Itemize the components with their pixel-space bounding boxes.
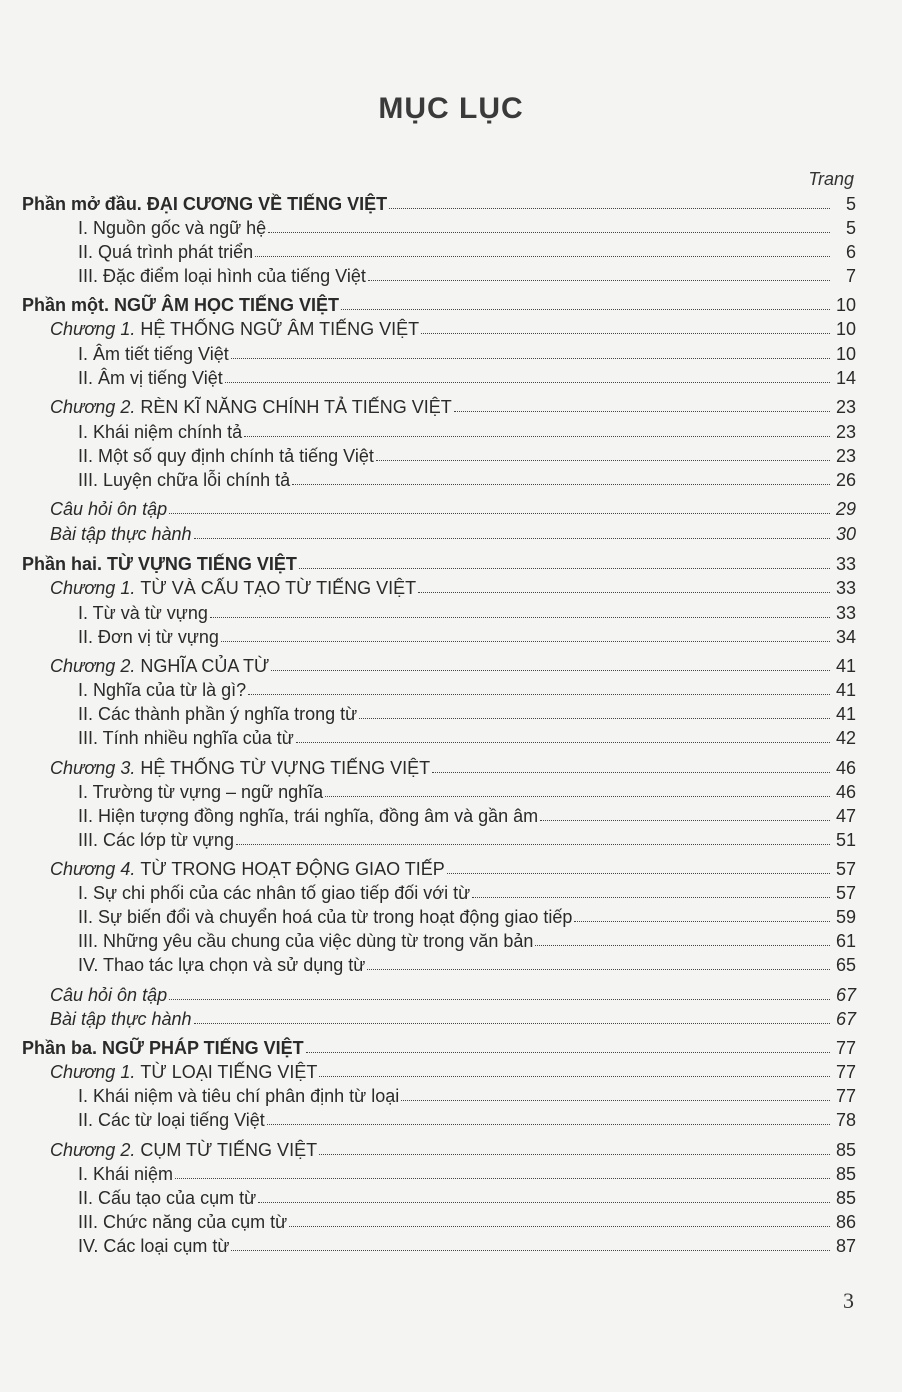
toc-entry-text [78, 1187, 256, 1209]
toc-entry-page: 42 [835, 728, 856, 748]
toc-leader-dots [255, 241, 830, 257]
toc-entry-text [78, 882, 470, 904]
toc-entry [22, 553, 856, 575]
toc-leader-dots [194, 1008, 830, 1024]
toc-entry-title: Câu hỏi ôn tập [50, 499, 168, 519]
toc-entry-page: 51 [835, 830, 856, 850]
toc-leader-dots [341, 294, 830, 310]
toc-entry-text [50, 1061, 317, 1083]
toc-entry-page: 78 [835, 1110, 856, 1130]
toc-entry-page: 33 [835, 578, 856, 598]
page-title: MỤC LỤC [378, 92, 524, 125]
toc-leader-dots [535, 930, 830, 946]
toc-leader-dots [244, 421, 830, 437]
toc-entry-title: II. Quá trình phát triển [78, 242, 254, 262]
toc-entry-title: III. Những yêu cầu chung của việc dùng từ trong văn bản [78, 931, 534, 951]
toc-entry-title: I. Trường từ vựng – ngữ nghĩa [78, 782, 324, 802]
toc-leader-dots [236, 829, 830, 845]
toc-entry-title: TỪ VỰNG TIẾNG VIỆT [107, 554, 297, 574]
toc-entry-page: 10 [835, 344, 856, 364]
toc-leader-dots [296, 727, 830, 743]
toc-leader-dots [325, 781, 830, 797]
toc-entry-title: I. Khái niệm chính tả [78, 422, 243, 442]
toc-entry-title: I. Từ và từ vựng [78, 603, 208, 623]
toc-entry-text [50, 318, 419, 340]
toc-entry [78, 906, 856, 928]
toc-leader-dots [221, 626, 830, 642]
toc-entry-text [50, 523, 192, 545]
toc-entry [50, 1008, 856, 1030]
toc-entry-title: Câu hỏi ôn tập [50, 985, 168, 1005]
toc-entry-text [50, 655, 269, 677]
toc-entry-title: NGHĨA CỦA TỪ [140, 656, 270, 676]
toc-leader-dots [267, 1109, 830, 1125]
toc-entry-title: NGỮ ÂM HỌC TIẾNG VIỆT [114, 295, 339, 315]
toc-entry-page: 57 [835, 883, 856, 903]
toc-entry-label: Chương 1. [50, 578, 141, 598]
toc-entry-page: 86 [835, 1212, 856, 1232]
toc-entry-page: 5 [845, 194, 856, 214]
toc-leader-dots [432, 757, 830, 773]
toc-entry-text [78, 805, 538, 827]
toc-entry-label: Phần hai. [22, 554, 108, 574]
toc-entry-title: II. Âm vị tiếng Việt [78, 368, 223, 388]
toc-entry-label: Chương 2. [50, 1140, 141, 1160]
page-number: 3 [843, 1288, 854, 1313]
toc-entry-page: 33 [835, 554, 856, 574]
toc-entry-text [50, 577, 416, 599]
toc-entry-page: 23 [835, 397, 856, 417]
toc-entry [78, 930, 856, 952]
toc-entry-label: Phần một. [22, 295, 115, 315]
toc-entry-label: Phần mở đầu. [22, 194, 147, 214]
toc-entry-title: TỪ TRONG HOẠT ĐỘNG GIAO TIẾP [140, 859, 445, 879]
toc-entry-label: Chương 4. [50, 859, 141, 879]
toc-entry-text [50, 1008, 192, 1030]
toc-leader-dots [376, 445, 830, 461]
toc-entry-text [78, 367, 223, 389]
toc-entry-page: 67 [835, 1009, 856, 1029]
toc-leader-dots [194, 523, 830, 539]
toc-entry-text [78, 421, 242, 443]
toc-entry-text [50, 396, 452, 418]
toc-leader-dots [299, 553, 830, 569]
toc-leader-dots [389, 193, 830, 209]
toc-entry [78, 602, 856, 624]
toc-entry [22, 1037, 856, 1059]
toc-entry-text [78, 781, 323, 803]
toc-entry-page: 14 [835, 368, 856, 388]
toc-entry-title: Bài tập thực hành [50, 524, 192, 544]
toc-entry-page: 46 [835, 782, 856, 802]
toc-entry-text [78, 703, 357, 725]
toc-entry-title: III. Luyện chữa lỗi chính tả [78, 470, 291, 490]
toc-leader-dots [268, 217, 830, 233]
toc-entry-page: 85 [835, 1140, 856, 1160]
toc-entry-text [78, 1163, 173, 1185]
toc-entry [78, 1163, 856, 1185]
toc-leader-dots [169, 984, 830, 1000]
toc-entry-text [78, 241, 253, 263]
toc-leader-dots [472, 882, 830, 898]
page-column-label: Trang [808, 169, 854, 189]
toc-leader-dots [175, 1163, 830, 1179]
toc-entry-page: 41 [835, 656, 856, 676]
toc-entry-text [78, 727, 294, 749]
toc-leader-dots [359, 703, 830, 719]
toc-entry-text [50, 984, 167, 1006]
toc-entry-title: ĐẠI CƯƠNG VỀ TIẾNG VIỆT [146, 194, 388, 214]
toc-entry-text [78, 343, 229, 365]
toc-entry-title: III. Đặc điểm loại hình của tiếng Việt [78, 266, 366, 286]
toc-leader-dots [319, 1139, 830, 1155]
toc-leader-dots [258, 1187, 830, 1203]
toc-entry [78, 882, 856, 904]
toc-entry-text [78, 1211, 287, 1233]
toc-entry-page: 85 [835, 1188, 856, 1208]
toc-entry [78, 421, 856, 443]
toc-entry [50, 858, 856, 880]
toc-entry-label: Chương 1. [50, 319, 141, 339]
toc-entry-title: I. Khái niệm và tiêu chí phân định từ loại [78, 1086, 400, 1106]
toc-entry [50, 577, 856, 599]
toc-entry-text [78, 265, 366, 287]
toc-leader-dots [401, 1085, 830, 1101]
toc-entry-text [78, 906, 572, 928]
toc-entry-title: I. Nguồn gốc và ngữ hệ [78, 218, 267, 238]
toc-entry-text [50, 858, 445, 880]
toc-entry-title: HỆ THỐNG TỪ VỰNG TIẾNG VIỆT [140, 758, 431, 778]
toc-entry [78, 954, 856, 976]
toc-leader-dots [289, 1211, 830, 1227]
toc-entry [78, 805, 856, 827]
toc-entry [78, 727, 856, 749]
toc-entry [78, 829, 856, 851]
toc-leader-dots [421, 318, 830, 334]
toc-entry-label: Chương 2. [50, 656, 141, 676]
toc-entry-page: 30 [835, 524, 856, 544]
toc-entry-title: III. Tính nhiều nghĩa của từ [78, 728, 294, 748]
toc-entry-label: Phần ba. [22, 1038, 103, 1058]
toc-entry-text [50, 757, 430, 779]
toc-entry-title: I. Nghĩa của từ là gì? [78, 680, 247, 700]
toc-entry [78, 367, 856, 389]
toc-entry-text [78, 829, 234, 851]
toc-entry-text [78, 445, 374, 467]
toc-entry-label: Chương 3. [50, 758, 141, 778]
toc-entry-page: 41 [835, 704, 856, 724]
toc-entry-text [78, 1109, 265, 1131]
toc-entry-title: II. Sự biến đổi và chuyển hoá của từ trong hoạt động giao tiếp [78, 907, 573, 927]
toc-entry [78, 1109, 856, 1131]
toc-entry-page: 34 [835, 627, 856, 647]
toc-entry-title: II. Một số quy định chính tả tiếng Việt [78, 446, 374, 466]
toc-leader-dots [248, 679, 830, 695]
toc-entry-page: 26 [835, 470, 856, 490]
toc-leader-dots [418, 577, 830, 593]
toc-entry [78, 469, 856, 491]
toc-entry [22, 294, 856, 316]
toc-entry-title: IV. Các loại cụm từ [78, 1236, 230, 1256]
toc-entry-page: 47 [835, 806, 856, 826]
toc-leader-dots [306, 1037, 830, 1053]
toc-entry-text [78, 469, 290, 491]
toc-entry-title: CỤM TỪ TIẾNG VIỆT [140, 1140, 318, 1160]
toc-entry [78, 241, 856, 263]
toc-entry-page: 6 [845, 242, 856, 262]
toc-entry-page: 87 [835, 1236, 856, 1256]
toc-entry-title: RÈN KĨ NĂNG CHÍNH TẢ TIẾNG VIỆT [140, 397, 452, 417]
toc-leader-dots [368, 265, 830, 281]
toc-entry-title: II. Cấu tạo của cụm từ [78, 1188, 257, 1208]
toc-entry-title: TỪ VÀ CẤU TẠO TỪ TIẾNG VIỆT [140, 578, 417, 598]
toc-entry-page: 61 [835, 931, 856, 951]
toc-entry-page: 41 [835, 680, 856, 700]
toc-entry-title: Bài tập thực hành [50, 1009, 192, 1029]
toc-entry-page: 77 [835, 1086, 856, 1106]
toc-leader-dots [231, 1235, 830, 1251]
toc-entry-title: II. Các từ loại tiếng Việt [78, 1110, 265, 1130]
toc-leader-dots [231, 343, 830, 359]
toc-entry-title: HỆ THỐNG NGỮ ÂM TIẾNG VIỆT [140, 319, 420, 339]
toc-entry-label: Chương 2. [50, 397, 141, 417]
toc-entry [78, 1187, 856, 1209]
toc-entry-text [22, 553, 297, 575]
toc-entry [78, 1235, 856, 1257]
toc-entry-page: 59 [835, 907, 856, 927]
toc-entry-text [78, 930, 533, 952]
toc-entry-page: 7 [845, 266, 856, 286]
toc-entry-page: 10 [835, 319, 856, 339]
toc-leader-dots [540, 805, 830, 821]
toc-entry-title: IV. Thao tác lựa chọn và sử dụng từ [78, 955, 366, 975]
toc-entry-title: III. Chức năng của cụm từ [78, 1212, 288, 1232]
toc-entry [78, 1085, 856, 1107]
toc-entry-page: 10 [835, 295, 856, 315]
toc-entry-text [78, 1085, 399, 1107]
toc-entry [22, 193, 856, 215]
toc-leader-dots [319, 1061, 830, 1077]
toc-entry-title: TỪ LOẠI TIẾNG VIỆT [140, 1062, 318, 1082]
toc-entry-text [78, 1235, 229, 1257]
toc-leader-dots [271, 655, 830, 671]
toc-entry-page: 29 [835, 499, 856, 519]
toc-entry [78, 703, 856, 725]
toc-entry [78, 343, 856, 365]
toc-entry [78, 1211, 856, 1233]
toc-entry-page: 46 [835, 758, 856, 778]
toc-entry [78, 781, 856, 803]
toc-entry [50, 1139, 856, 1161]
toc-entry [78, 626, 856, 648]
toc-entry-page: 5 [845, 218, 856, 238]
toc-entry-page: 23 [835, 446, 856, 466]
toc-entry-title: I. Sự chi phối của các nhân tố giao tiếp đối với từ [78, 883, 471, 903]
toc-entry-title: II. Đơn vị từ vựng [78, 627, 219, 647]
toc-leader-dots [574, 906, 830, 922]
toc-leader-dots [292, 469, 830, 485]
toc-entry-text [78, 679, 246, 701]
toc-entry-text [78, 626, 219, 648]
toc-entry-text [78, 954, 365, 976]
toc-entry-text [78, 217, 266, 239]
toc-entry-title: II. Các thành phần ý nghĩa trong từ [78, 704, 358, 724]
toc-entry-text [50, 498, 167, 520]
toc-entry-title: III. Các lớp từ vựng [78, 830, 234, 850]
toc-entry [78, 445, 856, 467]
toc-entry-page: 67 [835, 985, 856, 1005]
toc-entry-text [22, 294, 339, 316]
toc-entry [50, 498, 856, 520]
toc-entry-text [78, 602, 208, 624]
toc-entry-label: Chương 1. [50, 1062, 141, 1082]
toc-entry [50, 1061, 856, 1083]
toc-entry [50, 984, 856, 1006]
toc-entry-page: 65 [835, 955, 856, 975]
toc-entry-page: 77 [835, 1062, 856, 1082]
toc-leader-dots [447, 858, 830, 874]
toc-entry-title: I. Khái niệm [78, 1164, 174, 1184]
toc-entry-title: II. Hiện tượng đồng nghĩa, trái nghĩa, đồng âm và gần âm [78, 806, 539, 826]
toc-entry [50, 318, 856, 340]
toc-entry [50, 757, 856, 779]
toc-entry-text [22, 1037, 304, 1059]
toc-leader-dots [367, 954, 830, 970]
toc-entry [78, 679, 856, 701]
toc-entry [78, 265, 856, 287]
toc-entry-page: 77 [835, 1038, 856, 1058]
toc-leader-dots [169, 498, 830, 514]
toc-entry [50, 396, 856, 418]
toc-entry [50, 655, 856, 677]
toc-entry-page: 33 [835, 603, 856, 623]
toc-entry-text [22, 193, 387, 215]
toc-entry-title: NGỮ PHÁP TIẾNG VIỆT [102, 1038, 304, 1058]
toc-entry [78, 217, 856, 239]
toc-entry-page: 23 [835, 422, 856, 442]
toc-entry-text [50, 1139, 317, 1161]
toc-entry [50, 523, 856, 545]
toc-entry-title: I. Âm tiết tiếng Việt [78, 344, 229, 364]
toc-entry-page: 85 [835, 1164, 856, 1184]
toc-leader-dots [454, 396, 830, 412]
toc-leader-dots [210, 602, 830, 618]
toc-leader-dots [225, 367, 830, 383]
toc-entry-page: 57 [835, 859, 856, 879]
